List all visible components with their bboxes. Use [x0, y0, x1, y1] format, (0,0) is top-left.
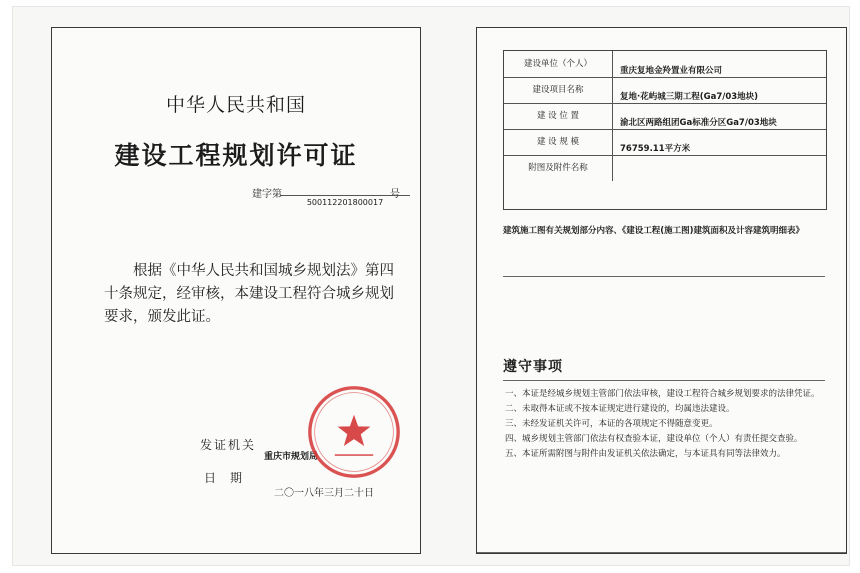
certificate-body-text: 根据《中华人民共和国城乡规划法》第四十条规定，经审核，本建设工程符合城乡规划要求，颁发此证。 [104, 263, 394, 325]
project-info-table [503, 50, 827, 210]
table-row [504, 129, 826, 156]
row-value: 重庆复地金羚置业有限公司 [620, 66, 723, 76]
divider [503, 380, 825, 381]
row-label: 建 设 规 模 [504, 129, 613, 155]
divider [477, 552, 846, 553]
issuer-value: 重庆市规划局 [264, 452, 319, 462]
issue-date: 二〇一八年三月二十日 [274, 488, 374, 499]
row-value: 渝北区两路组团Ga标准分区Ga7/03地块 [620, 118, 777, 128]
row-value: 76759.11平方米 [620, 144, 691, 154]
table-row [504, 103, 826, 130]
attachments-text: 建筑施工图有关规划部分内容、《建设工程(施工图)建筑面积及计容建筑明细表》 [503, 226, 805, 236]
official-seal-icon [306, 384, 402, 480]
number-prefix: 建字第 [252, 189, 282, 200]
list-item: 五、本证所需附图与附件由发证机关依法确定，与本证具有同等法律效力。 [505, 449, 786, 459]
certificate-sheet [12, 6, 850, 566]
certificate-title: 建设工程规划许可证 [114, 141, 358, 170]
row-label: 建设单位（个人） [504, 51, 613, 77]
row-label: 附图及附件名称 [504, 155, 613, 181]
table-row [504, 51, 826, 78]
country-name: 中华人民共和国 [165, 94, 306, 116]
certificate-back-page [476, 27, 847, 554]
list-item: 二、未取得本证或不按本证规定进行建设的，均属违法建设。 [505, 404, 735, 414]
row-value: 复地·花屿城三期工程(Ga7/03地块) [620, 92, 759, 102]
table-row [504, 155, 826, 181]
issuer-label: 发证机关 [200, 438, 257, 452]
list-item: 四、城乡规划主管部门依法有权查验本证，建设单位（个人）有责任提交查验。 [505, 434, 803, 444]
list-item: 三、未经发证机关许可，本证的各项规定不得随意变更。 [505, 419, 718, 429]
table-row [504, 77, 826, 104]
row-label: 建设项目名称 [504, 77, 613, 103]
certificate-number: 500112201800017 [280, 195, 410, 207]
list-item: 一、本证是经城乡规划主管部门依法审核，建设工程符合城乡规划要求的法律凭证。 [505, 389, 820, 399]
rules-list [503, 388, 833, 463]
date-label: 日期 [204, 471, 257, 485]
divider [503, 276, 825, 277]
number-suffix: 号 [390, 189, 400, 200]
certificate-front-page [51, 27, 421, 554]
rules-title: 遵守事项 [503, 359, 563, 375]
row-label: 建 设 位 置 [504, 103, 613, 129]
